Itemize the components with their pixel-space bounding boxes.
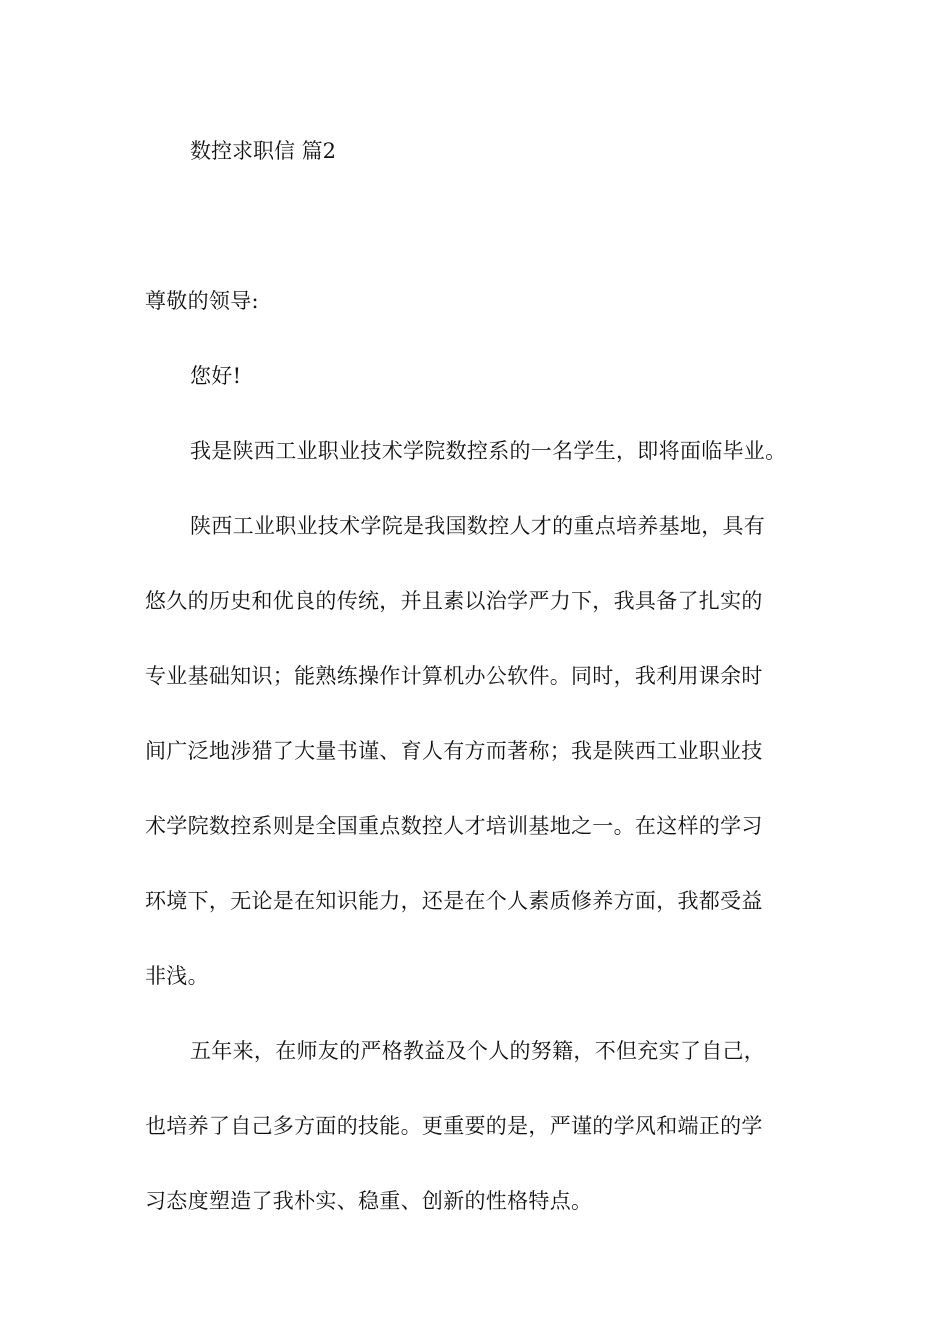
paragraph-line-9: 五年来，在师友的严格教益及个人的努籍，不但充实了自己， (190, 1039, 766, 1063)
paragraph-line-7: 环境下，无论是在知识能力，还是在个人素质修养方面，我都受益 (145, 889, 763, 913)
greeting: 您好! (190, 364, 242, 388)
paragraph-line-5: 间广泛地涉猎了大量书谨、育人有方而著称；我是陕西工业职业技 (145, 739, 763, 763)
paragraph-line-3: 悠久的历史和优良的传统，并且素以治学严力下，我具备了扎实的 (145, 589, 763, 613)
paragraph-line-4: 专业基础知识；能熟练操作计算机办公软件。同时，我利用课余时 (145, 664, 763, 688)
paragraph-line-10: 也培养了自己多方面的技能。更重要的是，严谨的学风和端正的学 (145, 1114, 763, 1138)
salutation: 尊敬的领导: (145, 289, 259, 313)
paragraph-line-11: 习态度塑造了我朴实、稳重、创新的性格特点。 (145, 1189, 593, 1213)
paragraph-line-1: 我是陕西工业职业技术学院数控系的一名学生，即将面临毕业。 (190, 439, 787, 463)
paragraph-line-2: 陕西工业职业技术学院是我国数控人才的重点培养基地，具有 (190, 514, 766, 538)
paragraph-line-8: 非浅。 (145, 964, 209, 988)
document-title: 数控求职信 篇2 (190, 139, 337, 163)
paragraph-line-6: 术学院数控系则是全国重点数控人才培训基地之一。在这样的学习 (145, 814, 763, 838)
